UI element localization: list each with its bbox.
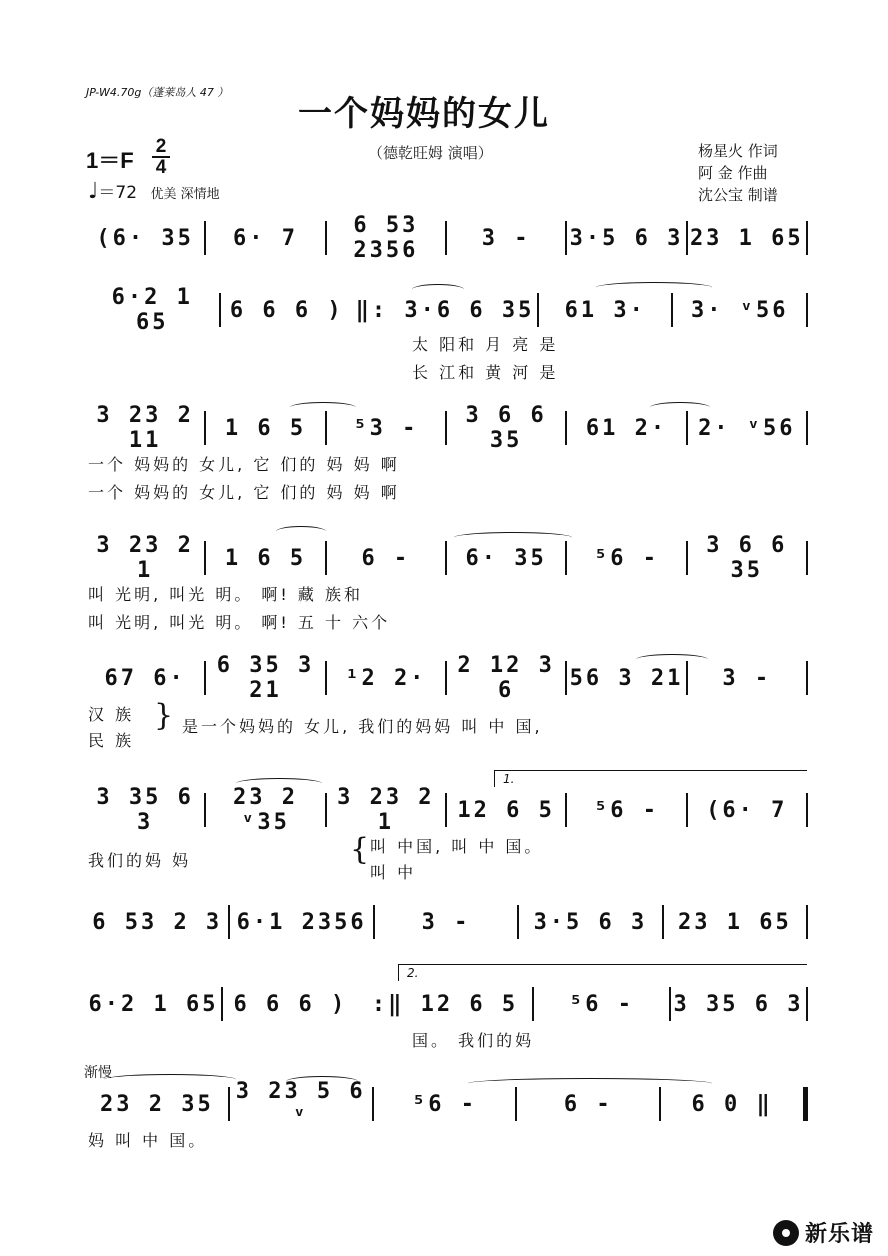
measure: 12 6 5 — [457, 797, 555, 823]
measure: 3 23 2 11 — [96, 403, 194, 453]
slur — [636, 654, 708, 665]
measure: 6 6 6 ) — [229, 297, 344, 323]
first-ending-label: 1. — [503, 772, 515, 786]
lyric-line-verse1: 一个 妈妈的 女儿, 它 们的 妈 妈 啊 — [88, 455, 400, 474]
final-measure: 6 0 ‖ — [691, 1091, 773, 1117]
measure: ⁵6 - — [593, 797, 659, 823]
composer-credit: 阿 金 作曲 — [698, 164, 768, 182]
score-row-1 — [86, 213, 808, 263]
edition-label: JP-W4.70g（蓬莱岛人 47 ） — [86, 86, 229, 99]
measure: ⁵6 - — [593, 545, 659, 571]
measure: 1 6 5 — [224, 415, 307, 441]
measure: 6 53 2 3 — [92, 909, 223, 935]
song-title: 一个妈妈的女儿 — [298, 94, 550, 134]
measure: 3·5 6 3 — [569, 225, 684, 251]
performer-credit: （德乾旺姆 演唱） — [368, 144, 493, 162]
repeat-end-measure: :‖ 12 6 5 — [371, 991, 519, 1017]
second-ending-label: 2. — [407, 966, 419, 980]
measure: 3 35 6 3 — [96, 785, 194, 835]
measure: 3 35 6 3 — [673, 991, 804, 1017]
credits-block — [698, 140, 778, 206]
score-row-2 — [86, 285, 808, 335]
measure: 23 2 35 — [100, 1091, 214, 1117]
measure: 6 6 6 ) — [233, 991, 348, 1017]
score-row-7 — [86, 902, 808, 942]
measure: (6· 35 — [96, 225, 194, 251]
measure: 3 - — [481, 225, 531, 251]
first-ending-bracket — [494, 770, 807, 787]
lyric-line-verse1: 我们的妈 妈 — [88, 851, 192, 870]
measure: 6 - — [563, 1091, 613, 1117]
measure: 23 1 65 — [689, 225, 804, 251]
slur — [276, 526, 326, 537]
lyric-brace: } — [154, 698, 174, 733]
measure: ⁵3 - — [353, 415, 419, 441]
measure: 67 6· — [104, 665, 186, 691]
measure: 6·2 1 65 — [88, 991, 219, 1017]
lyric-line-verse1: 太 阳和 月 亮 是 — [412, 335, 559, 354]
measure: 23 1 65 — [677, 909, 792, 935]
logo-text: 新乐谱 — [804, 1222, 874, 1247]
score-row-8 — [86, 984, 808, 1024]
measure: 3 23 5 6 ᵛ — [235, 1079, 366, 1129]
slur — [290, 402, 356, 413]
measure: 6·1 2356 — [236, 909, 367, 935]
time-sig-top: 2 — [155, 136, 167, 157]
lyric-line-verse1: 汉 族 — [88, 705, 135, 724]
measure: 6· 7 — [233, 225, 298, 251]
vinyl-disc-icon — [773, 1220, 799, 1246]
measure: ⁵6 - — [412, 1091, 477, 1117]
measure: 6· 35 — [465, 545, 547, 571]
slur — [236, 778, 322, 789]
ritardando-mark: 渐慢 — [84, 1065, 112, 1081]
tie — [596, 282, 712, 293]
measure: 3 23 2 1 — [337, 785, 435, 835]
key-signature: 1＝F — [86, 148, 134, 173]
tie — [650, 402, 710, 413]
measure: 3 - — [421, 909, 471, 935]
lyric-line-verse2: 一个 妈妈的 女儿, 它 们的 妈 妈 啊 — [88, 483, 400, 502]
lyric-line: 国。 我们的妈 — [412, 1031, 535, 1050]
measure: 3 6 6 35 — [706, 533, 788, 583]
measure: 2· ᵛ56 — [698, 415, 796, 441]
measure: ⁵6 - — [569, 991, 635, 1017]
score-row-4 — [86, 533, 808, 583]
lyricist-credit: 杨星火 作词 — [698, 142, 778, 160]
measure: 61 2· — [585, 415, 668, 441]
lyric-brace: { — [350, 832, 370, 867]
measure: 1 6 5 — [224, 545, 307, 571]
measure: 6 35 3 21 — [216, 653, 315, 703]
time-signature — [152, 138, 170, 176]
slur — [412, 284, 464, 295]
quarter-note-icon: ♩ — [88, 179, 99, 204]
measure: 3·5 6 3 — [533, 909, 648, 935]
tie — [454, 532, 572, 543]
measure: 6·2 1 65 — [111, 285, 193, 335]
measure: 3 6 6 35 — [465, 403, 547, 453]
score-row-6 — [86, 785, 808, 835]
site-logo — [773, 1217, 874, 1248]
measure: 23 2 ᵛ35 — [233, 785, 298, 835]
lyric-line-branch1: 叫 中国, 叫 中 国。 — [370, 837, 544, 856]
tempo-value: ＝72 — [98, 183, 138, 203]
score-row-9 — [86, 1079, 808, 1129]
lyric-line-branch2: 叫 中 — [370, 863, 417, 882]
lyric-line-verse2: 长 江和 黄 河 是 — [412, 363, 559, 382]
measure: 6 53 2356 — [353, 213, 419, 263]
measure: 56 3 21 — [569, 665, 684, 691]
lyric-line-verse2: 叫 光明, 叫光 明。 啊! 五 十 六个 — [88, 613, 391, 632]
lyric-line-verse1: 叫 光明, 叫光 明。 啊! 藏 族和 — [88, 585, 364, 604]
lyric-line: 妈 叫 中 国。 — [88, 1131, 208, 1150]
expression-text: 优美 深情地 — [150, 187, 220, 202]
arranger-credit: 沈公宝 制谱 — [698, 186, 778, 204]
repeat-start-measure: ‖: 3·6 6 35 — [355, 297, 535, 323]
measure: 6 - — [361, 545, 411, 571]
score-row-3 — [86, 403, 808, 453]
time-sig-bottom: 4 — [155, 157, 167, 178]
measure: 61 3· — [564, 297, 646, 323]
measure: 2 12 3 6 — [457, 653, 555, 703]
measure: 3· ᵛ56 — [690, 297, 789, 323]
second-ending-bracket — [398, 964, 807, 981]
lyric-line-common: 是一个妈妈的 女儿, 我们的妈妈 叫 中 国, — [182, 717, 543, 736]
measure: ¹2 2· — [345, 665, 427, 691]
lyric-line-verse2: 民 族 — [88, 731, 135, 750]
measure: 3 23 2 1 — [96, 533, 194, 583]
tempo-marking — [88, 178, 220, 204]
measure: (6· 7 — [706, 797, 788, 823]
measure: 3 - — [722, 665, 772, 691]
